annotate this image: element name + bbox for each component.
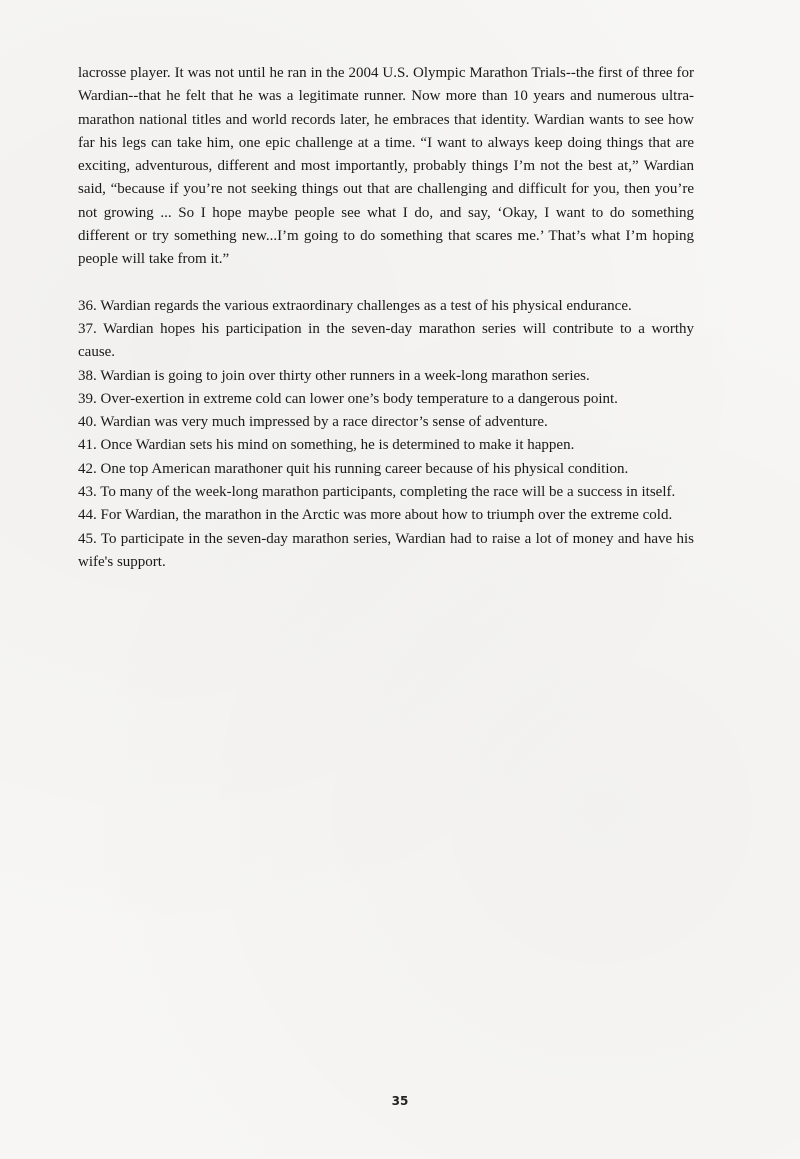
statement-number: 42.	[78, 460, 97, 477]
statement-number: 39.	[78, 390, 97, 407]
statement-number: 43.	[78, 484, 97, 501]
statement-43	[78, 481, 694, 504]
statement-text: To many of the week-long marathon participants, completing the race will be a success in itself.	[100, 484, 676, 501]
statement-text: One top American marathoner quit his running career because of his physical condition.	[100, 460, 629, 477]
statement-text: Wardian was very much impressed by a race director’s sense of adventure.	[100, 414, 548, 431]
statement-text: Once Wardian sets his mind on something, he is determined to make it happen.	[100, 437, 575, 454]
statement-39	[78, 388, 694, 411]
statement-number: 41.	[78, 437, 97, 454]
statement-37	[78, 318, 694, 365]
statement-text: For Wardian, the marathon in the Arctic was more about how to triumph over the extreme cold.	[100, 507, 673, 524]
statement-number: 44.	[78, 507, 97, 524]
statement-42	[78, 458, 694, 481]
statement-38	[78, 365, 694, 388]
page-number: 35	[391, 1094, 409, 1108]
statement-number: 38.	[78, 367, 97, 384]
statement-number: 45.	[78, 530, 97, 547]
statement-40	[78, 411, 694, 434]
statement-text: Over-exertion in extreme cold can lower one’s body temperature to a dangerous point.	[100, 390, 618, 407]
statement-number: 36.	[78, 297, 97, 314]
page-content	[78, 62, 694, 574]
statement-text: To participate in the seven-day marathon series, Wardian had to raise a lot of money and have his wife's support.	[78, 530, 694, 570]
statement-45	[78, 528, 694, 575]
statement-list	[78, 295, 694, 575]
statement-36	[78, 295, 694, 318]
statement-text: Wardian is going to join over thirty other runners in a week-long marathon series.	[100, 367, 590, 384]
passage-paragraph: lacrosse player. It was not until he ran in the 2004 U.S. Olympic Marathon Trials--the first of three for Wardian--that he felt that he was a legitimate runner. Now more than 10 years and numerous ultra-marathon national titles and world records later, he embraces that identity. Wardian wants to see how far his legs can take him, one epic challenge at a time. “I want to always keep doing things that are exciting, adventurous, different and most importantly, probably things I’m not the best at,” Wardian said, “because if you’re not seeking things out that are challenging and difficult for you, then you’re not growing ... So I hope maybe people see what I do, and say, ‘Okay, I want to do something different or try something new...I’m going to do something that scares me.’ That’s what I’m hoping people will take from it.”	[78, 65, 694, 268]
statement-number: 37.	[78, 320, 97, 337]
statement-number: 40.	[78, 414, 97, 431]
statement-text: Wardian regards the various extraordinary challenges as a test of his physical endurance.	[100, 297, 632, 314]
statement-text: Wardian hopes his participation in the seven-day marathon series will contribute to a worthy cause.	[78, 320, 695, 361]
statement-41	[78, 434, 694, 457]
statement-44	[78, 504, 694, 527]
